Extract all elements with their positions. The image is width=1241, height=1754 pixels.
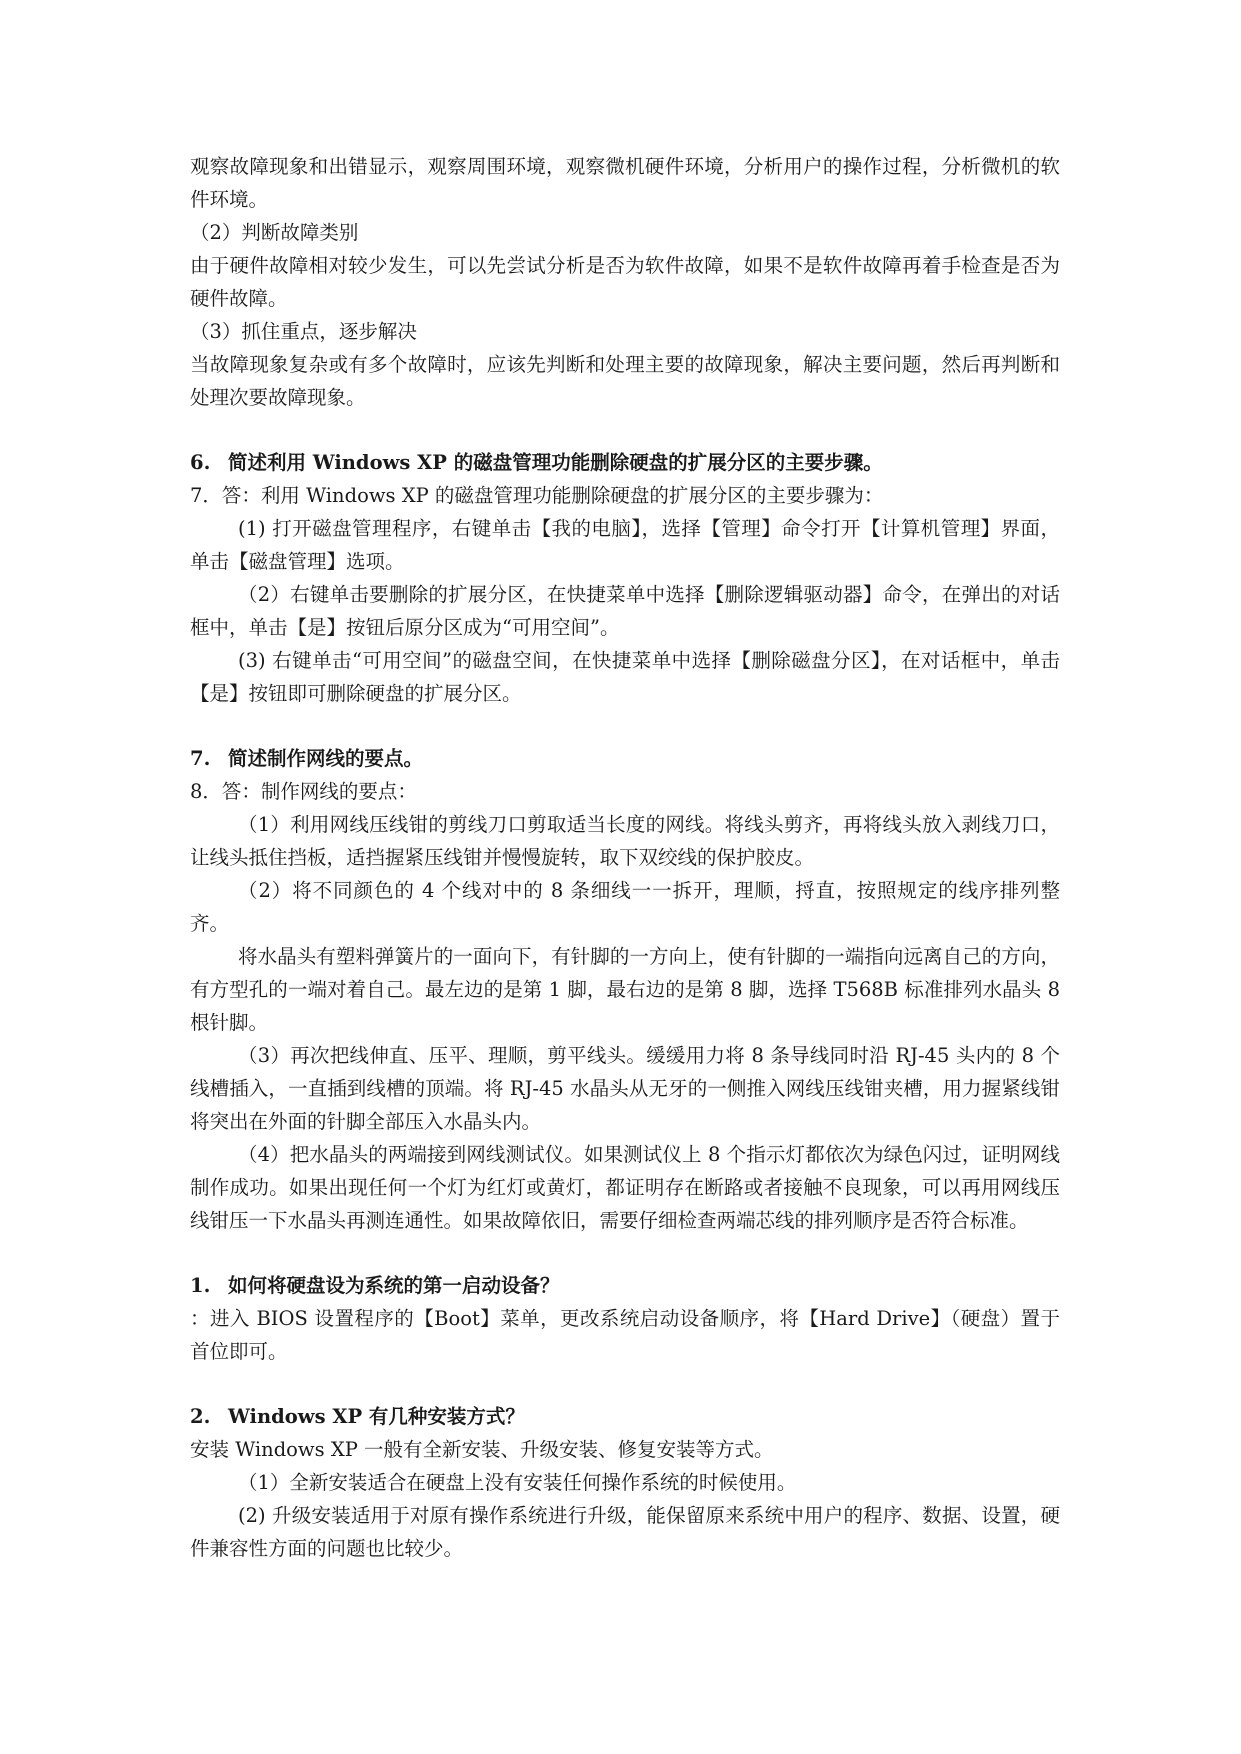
question-number: 7. (190, 747, 211, 770)
answer-step: （3）再次把线伸直、压平、理顺，剪平线头。缓缓用力将 8 条导线同时沿 RJ-45 头内的 8 个线槽插入，一直插到线槽的顶端。将 RJ-45 水晶头从无牙的一侧推入网线压线钳夹槽，用力握紧线钳将突出在外面的针脚全部压入水晶头内。 (190, 1044, 1060, 1133)
section-gap (190, 1368, 1060, 1400)
question-number: 1. (190, 1274, 211, 1297)
question-6-heading (190, 446, 1060, 479)
answer-intro: 8．答：制作网线的要点： (190, 780, 417, 803)
paragraph-focus-key-points: 当故障现象复杂或有多个故障时，应该先判断和处理主要的故障现象，解决主要问题，然后再判断和处理次要故障现象。 (190, 353, 1060, 409)
question-2-heading (190, 1400, 1060, 1433)
answer-step: （2）将不同颜色的 4 个线对中的 8 条细线一一拆开，理顺，捋直，按照规定的线序排列整齐。 (190, 879, 1060, 935)
question-number: 2. (190, 1405, 211, 1428)
question-title: 简述制作网线的要点。 (228, 747, 424, 770)
answer-step: (3) 右键单击“可用空间”的磁盘空间，在快捷菜单中选择【删除磁盘分区】，在对话框中，单击【是】按钮即可删除硬盘的扩展分区。 (190, 649, 1060, 705)
answer-step: （1）全新安装适合在硬盘上没有安装任何操作系统的时候使用。 (238, 1471, 797, 1494)
subheading-focus-key-points: （3）抓住重点，逐步解决 (190, 320, 417, 343)
answer-step: 将水晶头有塑料弹簧片的一面向下，有针脚的一方向上，使有针脚的一端指向远离自己的方向，有方型孔的一端对着自己。最左边的是第 1 脚，最右边的是第 8 脚，选择 T568B 标准排列水晶头 8 根针脚。 (190, 945, 1060, 1034)
question-number: 6. (190, 451, 211, 474)
document-page (190, 150, 1060, 1565)
answer-text: ：进入 BIOS 设置程序的【Boot】菜单，更改系统启动设备顺序，将【Hard Drive】（硬盘）置于首位即可。 (190, 1307, 1060, 1363)
section-gap (190, 414, 1060, 446)
section-gap (190, 710, 1060, 742)
answer-intro: 安装 Windows XP 一般有全新安装、升级安装、修复安装等方式。 (190, 1438, 774, 1461)
paragraph-judge-fault-type: 由于硬件故障相对较少发生，可以先尝试分析是否为软件故障，如果不是软件故障再着手检查是否为硬件故障。 (190, 254, 1060, 310)
question-7-heading (190, 742, 1060, 775)
answer-step: （2）右键单击要删除的扩展分区，在快捷菜单中选择【删除逻辑驱动器】命令，在弹出的对话框中，单击【是】按钮后原分区成为“可用空间”。 (190, 583, 1060, 639)
question-1-heading (190, 1269, 1060, 1302)
paragraph-observe: 观察故障现象和出错显示，观察周围环境，观察微机硬件环境，分析用户的操作过程，分析微机的软件环境。 (190, 155, 1060, 211)
answer-intro: 7．答：利用 Windows XP 的磁盘管理功能删除硬盘的扩展分区的主要步骤为： (190, 484, 884, 507)
answer-step: （4）把水晶头的两端接到网线测试仪。如果测试仪上 8 个指示灯都依次为绿色闪过，证明网线制作成功。如果出现任何一个灯为红灯或黄灯，都证明存在断路或者接触不良现象，可以再用网线压线钳压一下水晶头再测连通性。如果故障依旧，需要仔细检查两端芯线的排列顺序是否符合标准。 (190, 1143, 1060, 1232)
section-gap (190, 1237, 1060, 1269)
question-title: 简述利用 Windows XP 的磁盘管理功能删除硬盘的扩展分区的主要步骤。 (228, 451, 883, 474)
answer-step: （1）利用网线压线钳的剪线刀口剪取适当长度的网线。将线头剪齐，再将线头放入剥线刀口，让线头抵住挡板，适挡握紧压线钳并慢慢旋转，取下双绞线的保护胶皮。 (190, 813, 1060, 869)
question-title: Windows XP 有几种安装方式？ (228, 1405, 525, 1428)
answer-step: (2) 升级安装适用于对原有操作系统进行升级，能保留原来系统中用户的程序、数据、设置，硬件兼容性方面的问题也比较少。 (190, 1504, 1060, 1560)
question-title: 如何将硬盘设为系统的第一启动设备？ (228, 1274, 560, 1297)
answer-step: (1) 打开磁盘管理程序，右键单击【我的电脑】，选择【管理】命令打开【计算机管理】界面，单击【磁盘管理】选项。 (190, 517, 1060, 573)
subheading-judge-fault-type: （2）判断故障类别 (190, 221, 359, 244)
